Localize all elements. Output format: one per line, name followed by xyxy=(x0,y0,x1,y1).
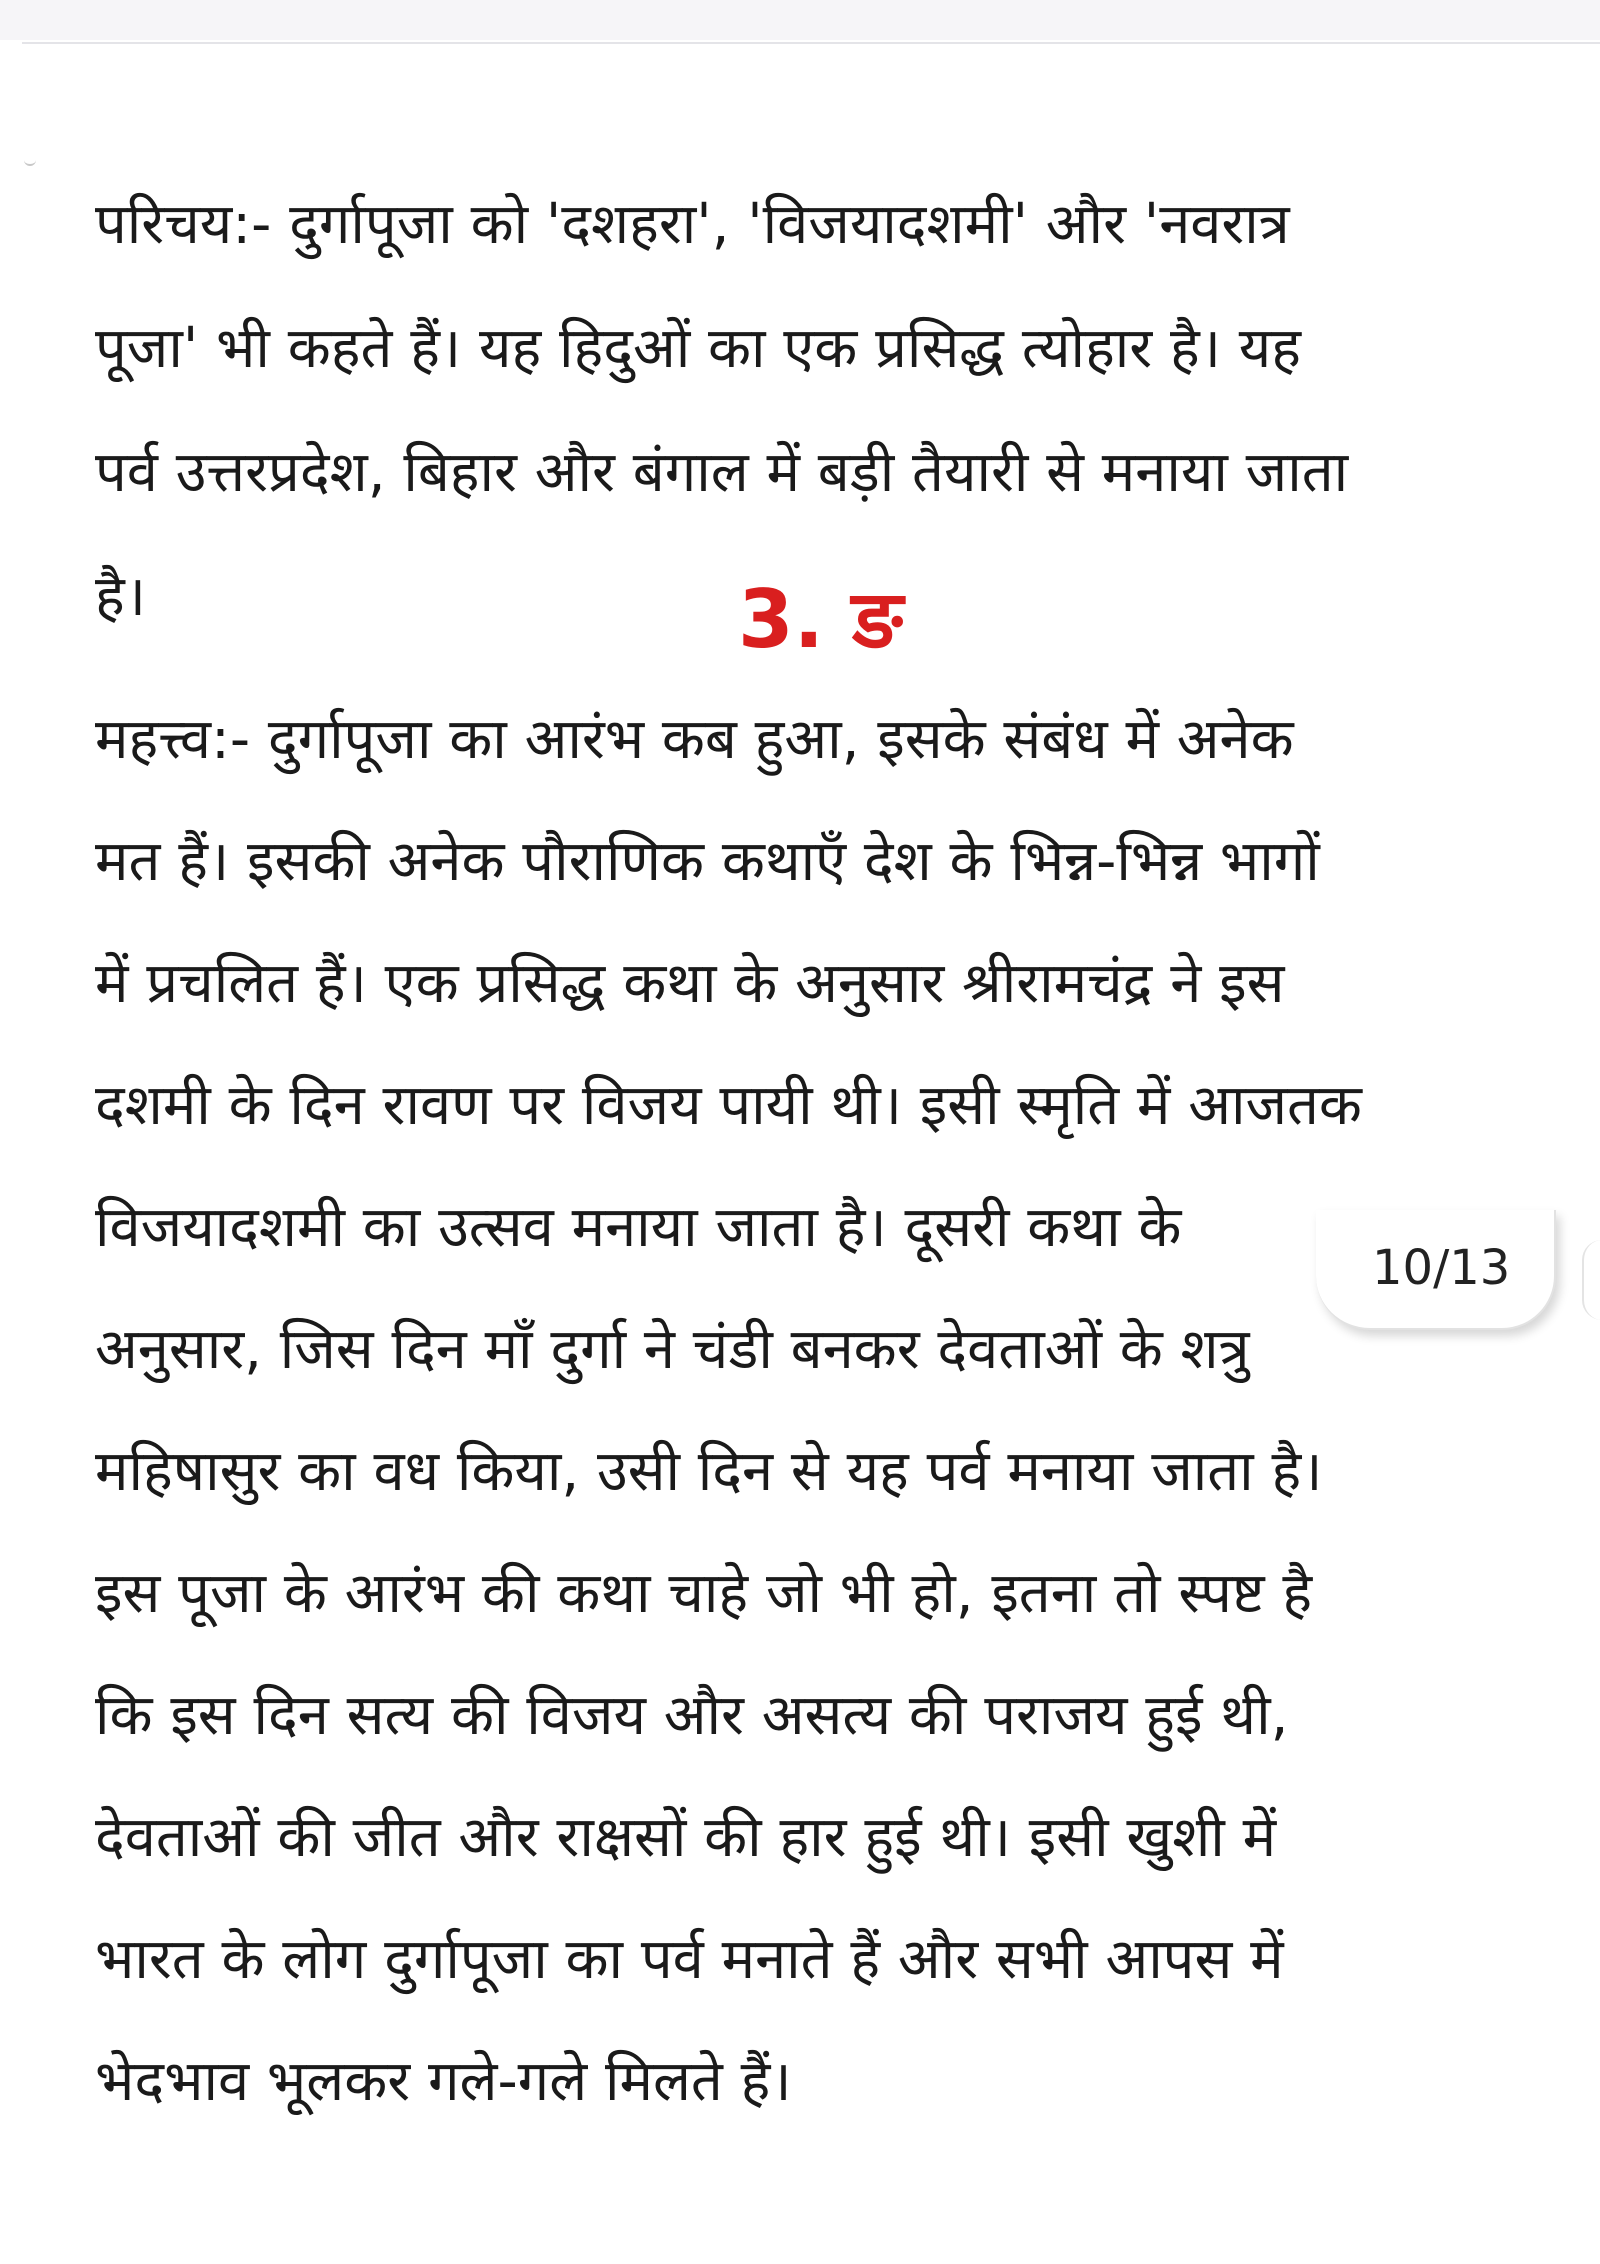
text-line: इस पूजा के आरंभ की कथा चाहे जो भी हो, इतना तो स्पष्ट है xyxy=(95,1561,1313,1626)
page-indicator-text: 10/13 xyxy=(1372,1240,1511,1296)
text-line: पर्व उत्तरप्रदेश, बिहार और बंगाल में बड़ी तैयारी से मनाया जाता xyxy=(95,440,1349,505)
page-indicator-badge[interactable] xyxy=(1316,1210,1556,1330)
text-line: भारत के लोग दुर्गापूजा का पर्व मनाते हैं और सभी आपस में xyxy=(95,1927,1284,1992)
text-line: कि इस दिन सत्य की विजय और असत्य की पराजय हुई थी, xyxy=(95,1683,1289,1748)
text-line: में प्रचलित हैं। एक प्रसिद्ध कथा के अनुसार श्रीरामचंद्र ने इस xyxy=(95,951,1285,1016)
text-line: भेदभाव भूलकर गले-गले मिलते हैं। xyxy=(95,2049,792,2114)
text-line: पूजा' भी कहते हैं। यह हिदुओं का एक प्रसिद्ध त्योहार है। यह xyxy=(95,316,1301,381)
top-status-bar xyxy=(0,0,1600,40)
text-line: अनुसार, जिस दिन माँ दुर्गा ने चंडी बनकर देवताओं के शत्रु xyxy=(95,1317,1250,1382)
scroll-edge xyxy=(1582,1240,1600,1320)
text-line: दशमी के दिन रावण पर विजय पायी थी। इसी स्मृति में आजतक xyxy=(95,1073,1362,1138)
text-line: देवताओं की जीत और राक्षसों की हार हुई थी। इसी खुशी में xyxy=(95,1805,1277,1870)
text-line: परिचय:- दुर्गापूजा को 'दशहरा', 'विजयादशमी' और 'नवरात्र xyxy=(95,192,1290,257)
text-line: महिषासुर का वध किया, उसी दिन से यह पर्व मनाया जाता है। xyxy=(95,1439,1323,1504)
importance-paragraph xyxy=(95,679,1555,2143)
question-number-label: 3. ङ xyxy=(738,573,903,666)
text-line: विजयादशमी का उत्सव मनाया जाता है। दूसरी कथा के xyxy=(95,1195,1182,1260)
text-line: महत्त्व:- दुर्गापूजा का आरंभ कब हुआ, इसके संबंध में अनेक xyxy=(95,707,1294,772)
text-line: मत हैं। इसकी अनेक पौराणिक कथाएँ देश के भिन्न-भिन्न भागों xyxy=(95,829,1320,894)
text-line: है। xyxy=(95,564,146,629)
corner-mark xyxy=(24,158,36,166)
header-divider xyxy=(22,42,1600,44)
